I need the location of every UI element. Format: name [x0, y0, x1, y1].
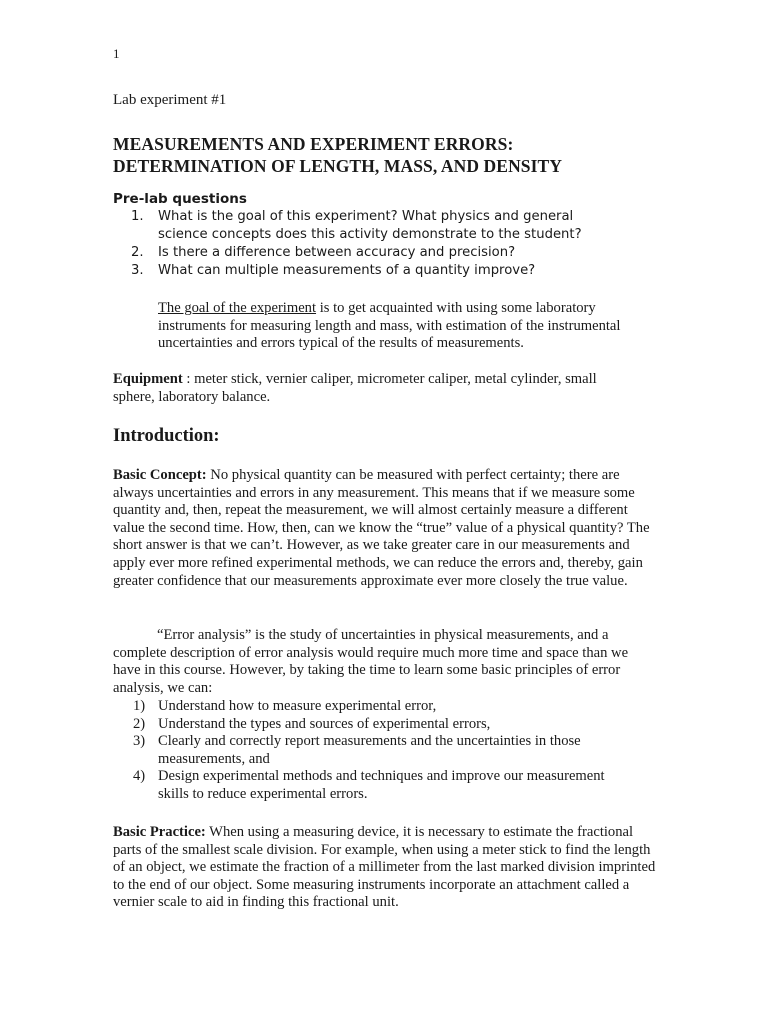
item-number: 4) — [133, 768, 146, 785]
basic-concept-paragraph — [113, 467, 661, 590]
item-text: Is there a difference between accuracy and precision? — [158, 245, 516, 260]
goal-paragraph — [158, 300, 658, 353]
list-item — [131, 208, 601, 244]
introduction-heading: Introduction: — [113, 426, 220, 446]
item-text: What can multiple measurements of a quantity improve? — [158, 263, 536, 278]
item-number: 1) — [133, 698, 146, 714]
item-text: What is the goal of this experiment? What physics and general science concepts does this activity demonstrate to the student? — [158, 209, 582, 242]
page-number: 1 — [113, 46, 120, 61]
item-text: Clearly and correctly report measurements and the uncertainties in those measurements, and — [158, 733, 581, 767]
equipment-text: : meter stick, vernier caliper, micrometer caliper, metal cylinder, small sphere, laboratory balance. — [113, 371, 597, 405]
error-analysis-paragraph — [113, 627, 653, 697]
item-number: 1. — [131, 209, 144, 224]
title-line-2: DETERMINATION OF LENGTH, MASS, AND DENSITY — [113, 156, 563, 176]
basic-practice-paragraph — [113, 824, 661, 912]
list-item — [133, 768, 633, 803]
lab-label: Lab experiment #1 — [113, 92, 227, 108]
document-title — [113, 133, 562, 177]
prelab-questions — [131, 208, 601, 280]
item-text: Understand the types and sources of experimental errors, — [158, 715, 491, 732]
item-number: 2. — [131, 245, 144, 260]
basic-concept-label: Basic Concept: — [113, 467, 207, 483]
list-item — [133, 733, 633, 768]
list-item — [133, 698, 633, 716]
basic-concept-text: No physical quantity can be measured with perfect certainty; there are always uncertainties and errors in any measurement. This means that if we measure some quantity and, then, repeat the measurement, we will almost certainly measure a different value the second time. How, then, can we know the “true” value of a physical quantity? The short answer is that we can’t. However, as we take greater care in our measurements and apply ever more refined experimental methods, we can reduce the errors and, thereby, gain greater confidence that our measurements approximate ever more closely the true value. — [113, 467, 650, 589]
basic-practice-text: When using a measuring device, it is necessary to estimate the fractional parts of the smallest scale division. For example, when using a meter stick to find the length of an object, we estimate the fraction of a millimeter from the last marked division imprinted to the end of our object. Some measuring instruments incorporate an attachment called a vernier scale to aid in finding this fractional unit. — [113, 824, 656, 911]
error-analysis-list — [133, 698, 633, 804]
item-text: Understand how to measure experimental error, — [158, 698, 437, 714]
list-item — [133, 716, 633, 734]
goal-label: The goal of the experiment — [158, 300, 317, 316]
goal-text: is to get acquainted with using some laboratory instruments for measuring length and mass, with estimation of the instrumental uncertainties and errors typical of the results of measurements. — [158, 300, 621, 352]
basic-practice-label: Basic Practice: — [113, 824, 206, 840]
item-number: 3) — [133, 733, 146, 750]
item-text: Design experimental methods and techniques and improve our measurement skills to reduce experimental errors. — [158, 768, 605, 802]
list-item — [131, 244, 601, 262]
list-item — [131, 262, 601, 280]
equipment-paragraph — [113, 371, 633, 406]
item-number: 2) — [133, 715, 146, 732]
equipment-label: Equipment — [113, 371, 183, 387]
error-analysis-text: “Error analysis” is the study of uncertainties in physical measurements, and a complete description of error analysis would require much more time and space than we have in this course. However, by taking the time to learn some basic principles of error analysis, we can: — [113, 627, 629, 696]
item-number: 3. — [131, 263, 144, 278]
title-line-1: MEASUREMENTS AND EXPERIMENT ERRORS: — [113, 134, 514, 154]
prelab-heading: Pre-lab questions — [113, 191, 247, 207]
